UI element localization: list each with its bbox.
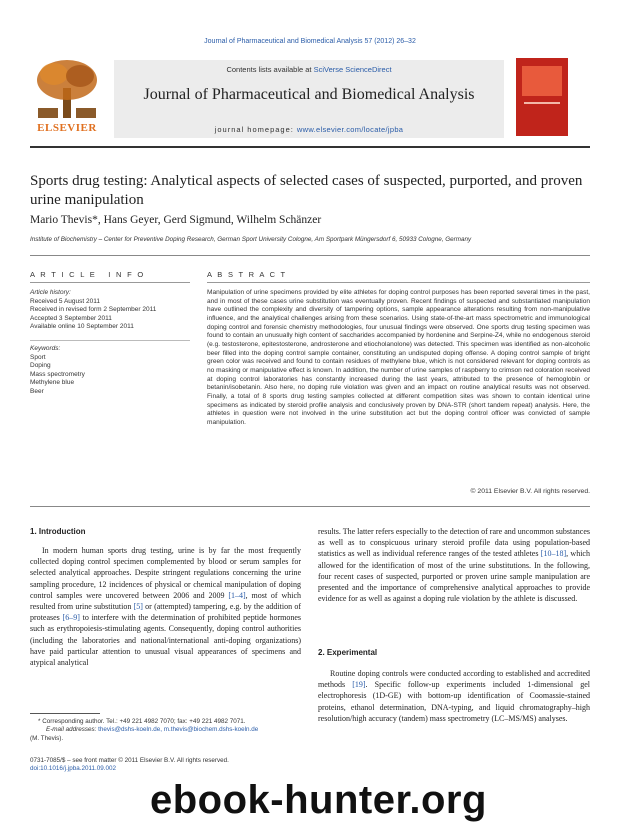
elsevier-wordmark: ELSEVIER (37, 122, 97, 134)
journal-title: Journal of Pharmaceutical and Biomedical Analysis (143, 86, 475, 103)
exp-text: Routine doping controls were conducted according to established and accredited methods (318, 669, 590, 690)
footnote (30, 718, 301, 743)
history-item: Received 5 August 2011 (30, 297, 100, 305)
keyword-item: Methylene blue (30, 379, 75, 387)
history-item: Available online 10 September 2011 (30, 323, 134, 331)
introduction-heading: 1. Introduction (30, 527, 86, 536)
corresponding-author-note: * Corresponding author. Tel.: +49 221 4982 7070; fax: +49 221 4982 7071. (38, 718, 246, 725)
citation-link[interactable]: [10–18] (540, 549, 567, 559)
keyword-item: Beer (30, 387, 44, 395)
citation-link[interactable]: [6–9] (62, 613, 80, 623)
journal-cover-thumbnail (516, 58, 568, 136)
homepage-prefix: journal homepage: (214, 125, 297, 134)
history-item: Received in revised form 2 September 2011 (30, 306, 157, 314)
watermark-text: ebook-hunter.org (150, 778, 487, 822)
abstract-heading: A B S T R A C T (207, 270, 287, 279)
email-links[interactable]: thevis@dshs-koeln.de, m.thevis@biochem.dshs-koeln.de (98, 726, 259, 734)
intro-cont-text: results. The latter refers especially to the detection of rare and uncommon substances as well as to conspicuous urinary steroid profile data using population-based statistics as well as individual reference ranges of the tested athletes (318, 527, 590, 559)
intro-text: , most of which resulted from urine substitution (30, 590, 301, 612)
article-info-rule (30, 282, 190, 283)
cover-stripe (524, 102, 560, 104)
keywords-rule (30, 340, 190, 341)
intro-cont-text: , which allowed for the identification of most of the urine substitutions. In the following, four recent cases of suspected, purported or proven urine sample manipulation are presented and the importance of comprehensive analytical approaches to provide evidence for as well as against a doping rule violation by the athlete is discussed. (318, 549, 590, 604)
experimental-heading: 2. Experimental (318, 648, 378, 657)
introduction-continued (318, 526, 590, 604)
email-line (30, 726, 301, 734)
contents-line (114, 65, 504, 74)
intro-text: In modern human sports drug testing, urine is by far the most frequently collected doping control specimen complemented by blood or serum samples for selected analytical approaches. Despite stringent regulations concerning the urine sampling procedure, 12 incidences of physical or chemical manipulation of doping control samples were uncovered between 2006 and 2009 (30, 546, 301, 600)
authors: Mario Thevis*, Hans Geyer, Gerd Sigmund, Wilhelm Schänzer (30, 214, 322, 226)
footnote-rule (30, 713, 100, 714)
intro-text: to interfere with the determination of prohibited peptide hormones such as erythropoiesis-stimulating agents. Consequently, doping control authorities (including the laboratories and national/international anti-doping organizations) have paid particular attention to unusual visual appearances of specimens and atypical analytical (30, 613, 302, 668)
contents-prefix: Contents lists available at (226, 65, 314, 74)
affiliation: Institute of Biochemistry – Center for Preventive Doping Research, German Sport University Cologne, Am Sportpark Müngersdorf 6, 50933 Cologne, Germany (30, 236, 472, 243)
cover-graphic (522, 66, 562, 96)
history-item: Accepted 3 September 2011 (30, 314, 112, 322)
experimental-paragraph (318, 668, 590, 724)
paper-title: Sports drug testing: Analytical aspects of selected cases of suspected, purported, and proven urine manipulation (30, 173, 583, 208)
issn-line: 0731-7085/$ – see front matter © 2011 Elsevier B.V. All rights reserved. (30, 757, 229, 764)
exp-text: . Specific follow-up experiments included 1-dimensional gel electrophoresis (1D-GE) with bottom-up identification of Coomassie-stained proteins, ethanol determination, DNA-typing, and liquid chromatography–high resolution/high accuracy (tandem) mass spectrometry (LC–MS/MS) analyses. (318, 680, 591, 723)
history-label: Article history: (30, 289, 71, 296)
keywords-label: Keywords: (30, 345, 61, 352)
journal-citation[interactable]: Journal of Pharmaceutical and Biomedical Analysis 57 (2012) 26–32 (204, 38, 416, 45)
citation-link[interactable]: [5] (133, 602, 143, 612)
abstract-copyright: © 2011 Elsevier B.V. All rights reserved. (470, 488, 590, 495)
abstract-bottom-rule (30, 506, 590, 507)
sciencedirect-link[interactable]: SciVerse ScienceDirect (313, 65, 392, 74)
front-matter (30, 757, 301, 774)
citation-link[interactable]: [19] (352, 680, 366, 690)
keyword-item: Sport (30, 353, 46, 361)
email-label: E-mail addresses: (46, 726, 99, 734)
doi-link[interactable]: doi:10.1016/j.jpba.2011.09.002 (30, 765, 117, 773)
abstract-text: Manipulation of urine specimens provided by elite athletes for doping control purposes has been reported several times in the past, and in most of these cases urine substitution was eventually proven. Recent findings of suspected and substantiated manipulation have outlined the complexity and diversity of tampering options, sample appearance alterations resulting from non-manipulative influence, and the analytical challenges arising from these scenarios. Using state-of-the-art mass spectrometric and immunological doping control and forensic chemistry methodologies, four unusual findings were observed. One sports drug testing specimen was found to contain an unusually high content of saccharides accompanied by hordenine and Serpine-Z4, while no endogenous steroid (e.g. testosterone, epitestosterone, androsterone and etiocholanolone) was detected. This specimen was identified as non-alcoholic beer filled into the doping control sample container, constituting an undisputed doping offense. A doping control sample of bright green color was received and found to contain residues of methylene blue, which is not considered relevant for doping controls as no masking or manipulative effect is known. In addition, the number of urine samples of raspberry to crimson red coloration received at doping control laboratories has constantly increased during the last years, attributed to the presence of hemoglobin or betanin/isobetanin. Also here, no doping rule violation was given and an impact on routine analytical results was not observed. Finally, a total of 8 sports drug testing samples collected at different competition sites was shown to contain identical urine specimens as indicated by steroid profile analysis and conclusively proven by DNA-STR (short tandem repeat) analysis. Here, the athletes in question were not involved in the urine substitution act but the doping control officer was convicted of sample manipulation. (207, 289, 590, 426)
keyword-item: Doping (30, 362, 51, 370)
journal-homepage (114, 125, 504, 134)
keyword-item: Mass spectrometry (30, 370, 85, 378)
abstract-rule (207, 282, 590, 283)
article-history (30, 289, 190, 332)
introduction-paragraph (30, 545, 301, 668)
email-suffix: (M. Thevis). (30, 734, 64, 742)
homepage-link[interactable]: www.elsevier.com/locate/jpba (296, 125, 404, 134)
intro-text: or (attempted) tampering, e.g. by the addition of proteases (30, 602, 301, 623)
title-rule (30, 255, 590, 256)
keywords (30, 345, 190, 397)
article-info-heading: A R T I C L E I N F O (30, 270, 146, 279)
citation-link[interactable]: [1–4] (228, 590, 246, 600)
header-rule (30, 146, 590, 148)
